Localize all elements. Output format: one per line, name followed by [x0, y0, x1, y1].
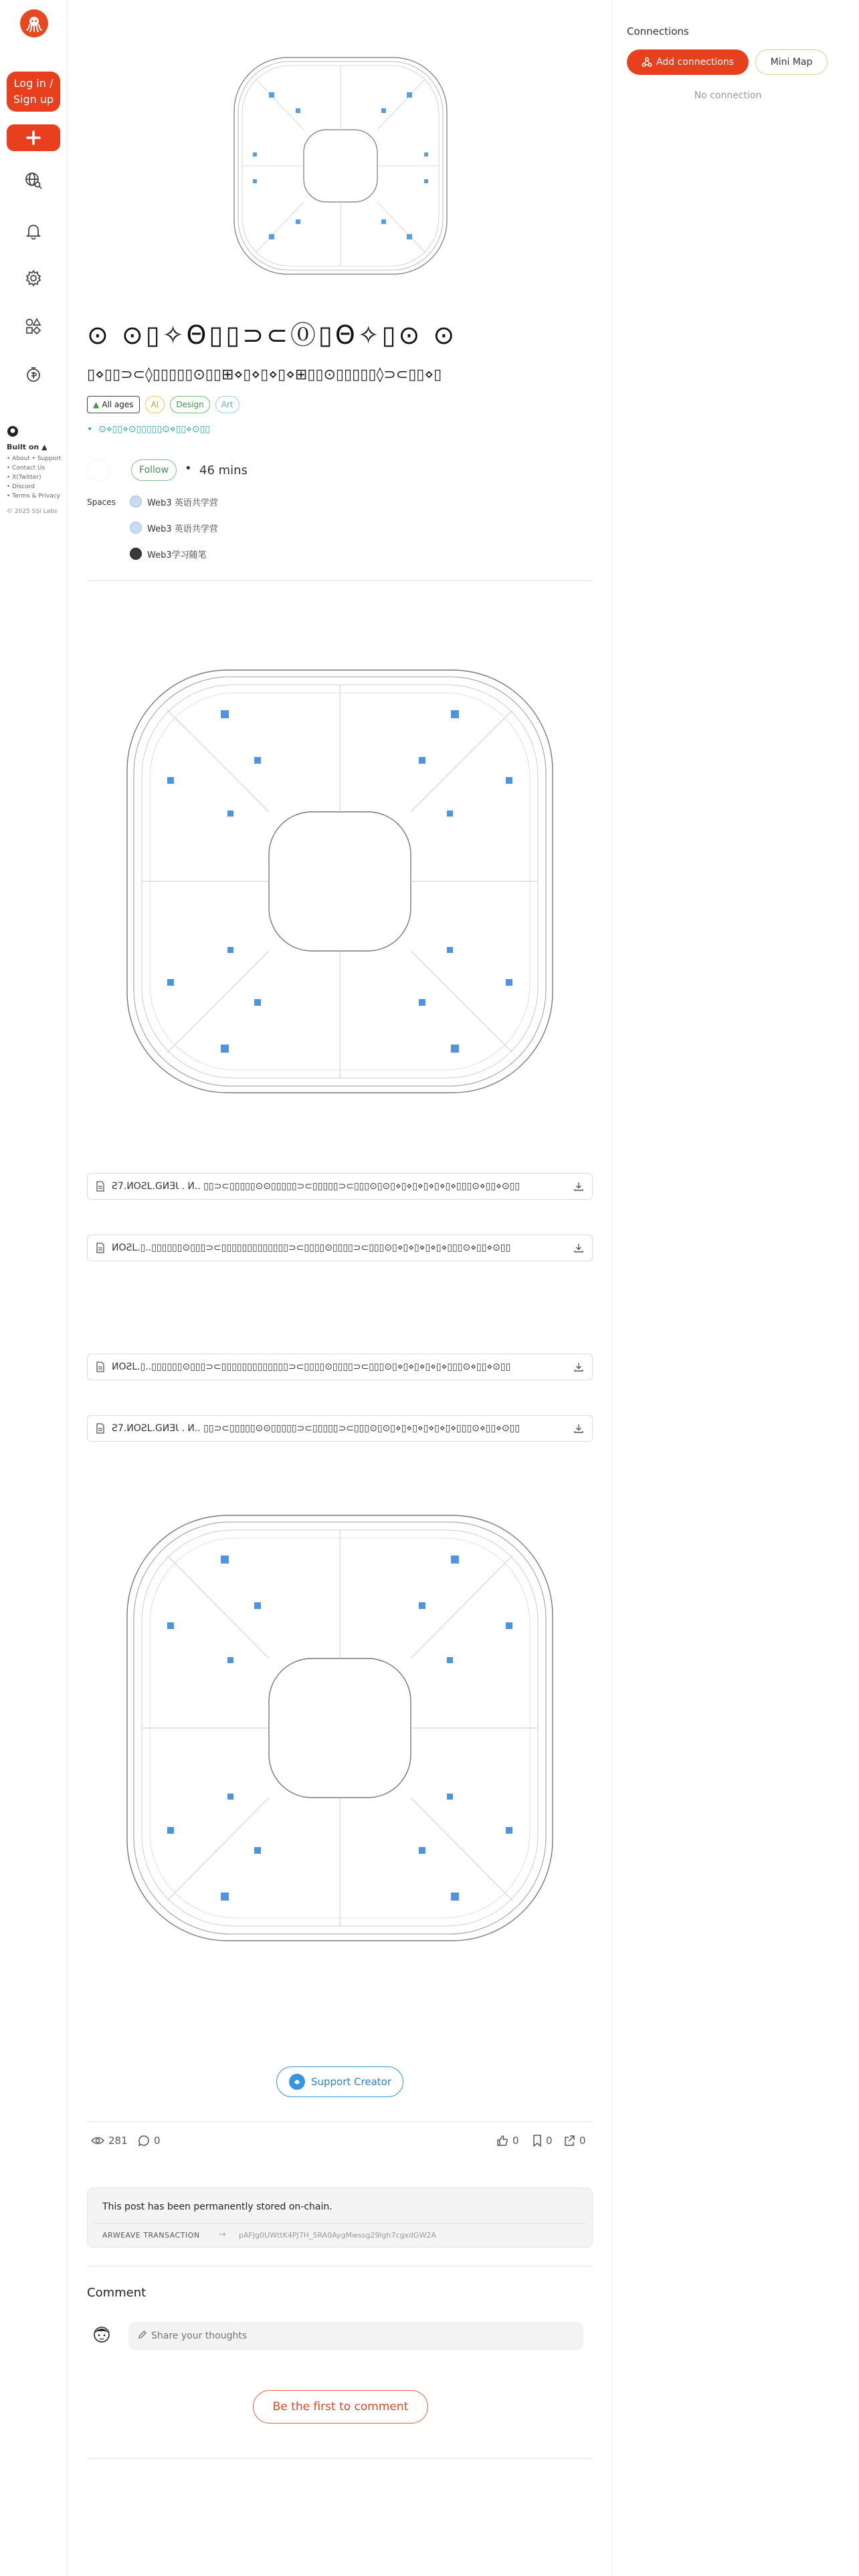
- download-icon[interactable]: [573, 1181, 584, 1192]
- dot-separator: •: [185, 461, 192, 475]
- tag-art[interactable]: Art: [215, 396, 240, 413]
- download-icon[interactable]: [573, 1362, 584, 1372]
- divider: [87, 2121, 593, 2122]
- space-avatar: [130, 548, 142, 560]
- file-icon: [96, 1181, 105, 1192]
- left-sidebar: [0, 0, 68, 2576]
- arrow-right-icon: →: [219, 2230, 226, 2240]
- file-attachment[interactable]: [87, 1173, 593, 1200]
- no-connection-text: No connection: [694, 90, 762, 101]
- connections-title: Connections: [627, 25, 689, 37]
- content-image: [120, 663, 559, 1099]
- gear-icon: [25, 270, 42, 287]
- nodes-icon: [642, 57, 652, 68]
- explore-nav[interactable]: [23, 170, 44, 191]
- space-name: Web3学习随笔: [147, 550, 207, 560]
- divider: [94, 2223, 585, 2224]
- bookmark-icon: [533, 2135, 542, 2147]
- author-avatar[interactable]: [87, 459, 110, 481]
- pencil-icon: [138, 2330, 147, 2339]
- post-title: ⊙ ⊙▯✧Θ▯▯⊃⊂⓪▯Θ✧▯⊙ ⊙: [87, 320, 458, 350]
- post-link[interactable]: ⊙⋄▯▯⋄⊙▯▯▯▯▯⊙⋄▯▯⋄⊙▯▯: [98, 424, 210, 435]
- file-name: ИOƧL.▯..▯▯▯▯▯▯⊙▯▯▯⊃⊂▯▯▯▯▯▯▯▯▯▯▯▯▯⊃⊂▯▯▯▯⊙▯▯▯▯⊃⊂▯▯▯⊙▯⋄▯⋄▯⋄▯⋄▯⋄▯▯▯⊙⋄▯▯⋄⊙▯▯: [112, 1243, 511, 1253]
- bookmark-stat[interactable]: 0: [533, 2135, 553, 2147]
- plus-icon: [25, 130, 41, 146]
- author-row: [87, 457, 421, 483]
- space-item[interactable]: [130, 518, 218, 537]
- file-attachment[interactable]: [87, 1354, 593, 1380]
- eye-icon: [91, 2136, 104, 2145]
- octopus-logo-icon: [25, 15, 43, 32]
- age-rating-tag[interactable]: ▲ All ages: [87, 396, 140, 413]
- globe-search-icon: [24, 171, 43, 190]
- support-coin-icon: [288, 2073, 306, 2090]
- tag-design[interactable]: Design: [170, 396, 209, 413]
- file-name: ИOƧL.▯..▯▯▯▯▯▯⊙▯▯▯⊃⊂▯▯▯▯▯▯▯▯▯▯▯▯▯⊃⊂▯▯▯▯⊙▯▯▯▯⊃⊂▯▯▯⊙▯⋄▯⋄▯⋄▯⋄▯⋄▯▯▯⊙⋄▯▯⋄⊙▯▯: [112, 1362, 511, 1372]
- triangle-icon: ▲: [93, 400, 100, 409]
- post-stats: [87, 2135, 593, 2153]
- file-name: Ƨ7.ИOƧL.GИƎƖ . И.. ▯▯⊃⊂▯▯▯▯▯⊙⊙▯▯▯▯▯⊃⊂▯▯▯▯▯⊃⊂▯▯▯⊙▯⊙▯⋄▯⋄▯⋄▯⋄▯⋄▯⋄▯▯▯⊙⋄▯▯⋄⊙▯▯: [112, 1423, 520, 1434]
- tag-list: [87, 396, 240, 413]
- space-name: Web3 英语共学营: [147, 524, 218, 534]
- views-stat: 281: [91, 2135, 128, 2147]
- divider: [87, 580, 593, 581]
- cover-image: [229, 52, 452, 280]
- notifications-nav[interactable]: [23, 221, 44, 242]
- bullet: •: [87, 424, 93, 435]
- post-subtitle: ▯⋄▯▯⊃⊂◊▯▯▯▯▯⊙▯▯⊞⋄▯⋄▯⋄▯⋄⊞▯▯⊙▯▯▯▯▯◊⊃⊂▯▯⋄▯: [87, 366, 442, 383]
- create-post-button[interactable]: [7, 124, 60, 151]
- footer-link-terms[interactable]: Terms & Privacy: [12, 493, 61, 500]
- tag-ai[interactable]: AI: [145, 396, 165, 413]
- token-nav[interactable]: [23, 364, 44, 385]
- thumbs-up-icon: [496, 2135, 508, 2147]
- content-image: [120, 1509, 559, 1947]
- file-attachment[interactable]: [87, 1415, 593, 1442]
- mini-map-button[interactable]: Mini Map: [755, 49, 828, 75]
- follow-button[interactable]: Follow: [131, 459, 177, 481]
- space-item[interactable]: [130, 544, 207, 563]
- comment-input[interactable]: [128, 2322, 583, 2350]
- copyright: © 2025 SSI Labs: [7, 508, 58, 515]
- spaces-nav[interactable]: [23, 316, 44, 337]
- login-signup-button[interactable]: Log in / Sign up: [7, 72, 60, 112]
- support-creator-button[interactable]: Support Creator: [276, 2066, 403, 2097]
- footer-link-twitter[interactable]: X(Twitter): [12, 474, 41, 481]
- comment-section-title: Comment: [87, 2286, 147, 2300]
- arweave-icon: ▲: [41, 443, 47, 451]
- app-logo[interactable]: [20, 9, 48, 37]
- file-icon: [96, 1243, 105, 1253]
- space-name: Web3 英语共学营: [147, 498, 218, 508]
- share-icon: [563, 2135, 575, 2147]
- settings-nav[interactable]: [23, 267, 44, 289]
- built-on-label: Built on ▲: [7, 443, 47, 451]
- tx-id-link[interactable]: pAFJg0UWttK4PJ7H_5RA0AygMwssg29lgh7cgxdGW2A: [239, 2231, 436, 2240]
- user-avatar-icon: [92, 2325, 111, 2344]
- space-item[interactable]: [130, 492, 218, 511]
- share-stat[interactable]: 0: [563, 2135, 586, 2147]
- add-connections-button[interactable]: Add connections: [627, 49, 749, 75]
- connections-panel: [611, 0, 859, 2576]
- shapes-icon: [24, 317, 43, 336]
- spaces-label: Spaces: [87, 498, 116, 507]
- github-icon[interactable]: [7, 425, 19, 437]
- bell-icon: [25, 223, 42, 240]
- file-icon: [96, 1362, 105, 1372]
- token-coin-icon: [25, 366, 42, 383]
- footer-built-on: [7, 425, 64, 516]
- space-avatar: [130, 522, 142, 534]
- footer-link-contact[interactable]: Contact Us: [12, 465, 45, 471]
- divider: [87, 2458, 593, 2459]
- onchain-storage-box: [87, 2187, 593, 2248]
- file-attachment[interactable]: [87, 1235, 593, 1261]
- download-icon[interactable]: [573, 1243, 584, 1253]
- post-link-line[interactable]: [87, 424, 593, 435]
- file-name: Ƨ7.ИOƧL.GИƎƖ . И.. ▯▯⊃⊂▯▯▯▯▯⊙⊙▯▯▯▯▯⊃⊂▯▯▯▯▯⊃⊂▯▯▯⊙▯⊙▯⋄▯⋄▯⋄▯⋄▯⋄▯⋄▯▯▯⊙⋄▯▯⋄⊙▯▯: [112, 1181, 520, 1192]
- footer-link-discord[interactable]: Discord: [12, 484, 35, 490]
- read-time: 46 mins: [199, 463, 248, 477]
- comments-stat[interactable]: 0: [138, 2135, 161, 2147]
- comment-bubble-icon: [138, 2135, 150, 2147]
- onchain-message: This post has been permanently stored on-chain.: [102, 2202, 332, 2212]
- space-avatar: [130, 496, 142, 508]
- download-icon[interactable]: [573, 1423, 584, 1434]
- footer-link-support[interactable]: Support: [37, 455, 62, 462]
- tx-label: ARWEAVE TRANSACTION: [102, 2231, 200, 2240]
- file-icon: [96, 1423, 105, 1434]
- likes-stat[interactable]: 0: [496, 2135, 519, 2147]
- first-comment-button[interactable]: Be the first to comment: [253, 2390, 428, 2424]
- footer-link-about[interactable]: About: [12, 455, 30, 462]
- footer-links: • About • Support • Contact Us • X(Twitter) • Discord • Terms & Privacy: [7, 455, 62, 500]
